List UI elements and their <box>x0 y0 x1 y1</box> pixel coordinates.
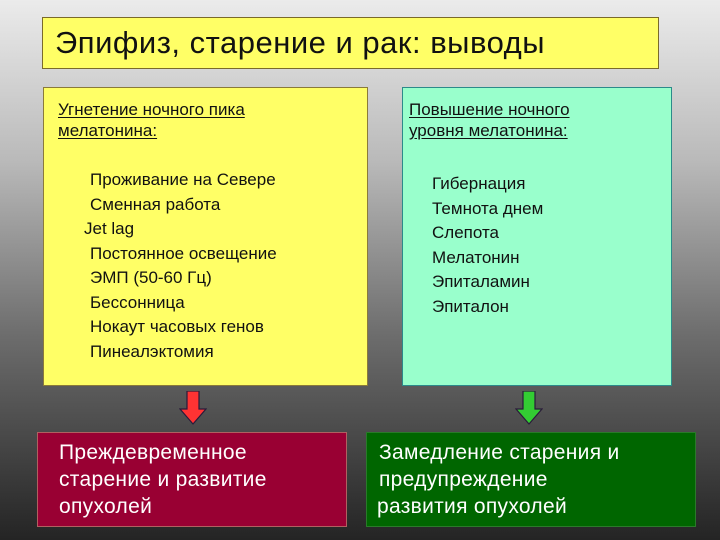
list-item: Гибернация <box>432 174 526 193</box>
left-result-line-3: опухолей <box>59 495 153 518</box>
down-arrow-icon <box>515 391 543 425</box>
list-item: Постоянное освещение <box>90 243 277 263</box>
list-item: Jet lag <box>84 219 135 238</box>
right-result-line-3: развития опухолей <box>377 495 567 518</box>
down-arrow-icon <box>179 391 207 425</box>
right-result-line-1: Замедление старения и <box>379 441 620 464</box>
page-title: Эпифиз, старение и рак: выводы <box>55 25 546 60</box>
left-result-box <box>37 432 347 527</box>
left-heading-line-2: мелатонина: <box>58 121 158 140</box>
list-item: Эпиталон <box>432 296 509 316</box>
list-item: Мелатонин <box>432 247 520 267</box>
right-heading-line-2: уровня мелатонина: <box>409 121 568 140</box>
title-box <box>42 17 659 69</box>
right-panel-list <box>432 172 543 319</box>
right-heading-line-1: Повышение ночного <box>409 100 570 119</box>
left-panel <box>43 87 368 386</box>
list-item: Нокаут часовых генов <box>90 317 264 336</box>
left-heading-line-1: Угнетение ночного пика <box>58 100 245 119</box>
list-item: Проживание на Севере <box>90 170 276 189</box>
list-item: Пинеалэктомия <box>90 341 214 361</box>
left-result-line-1: Преждевременное <box>59 441 247 464</box>
right-panel <box>402 87 672 386</box>
list-item: Бессонница <box>90 292 185 312</box>
right-result-box <box>366 432 696 527</box>
list-item: Темнота днем <box>432 198 544 218</box>
left-panel-list <box>84 168 277 364</box>
list-item: ЭМП (50-60 Гц) <box>90 268 212 287</box>
left-result-line-2: старение и развитие <box>59 468 267 491</box>
list-item: Слепота <box>432 223 499 242</box>
list-item: Эпиталамин <box>432 272 530 291</box>
right-panel-heading <box>409 99 570 141</box>
right-result-line-2: предупреждение <box>379 468 548 491</box>
list-item: Сменная работа <box>90 194 221 214</box>
left-panel-heading <box>58 99 245 141</box>
